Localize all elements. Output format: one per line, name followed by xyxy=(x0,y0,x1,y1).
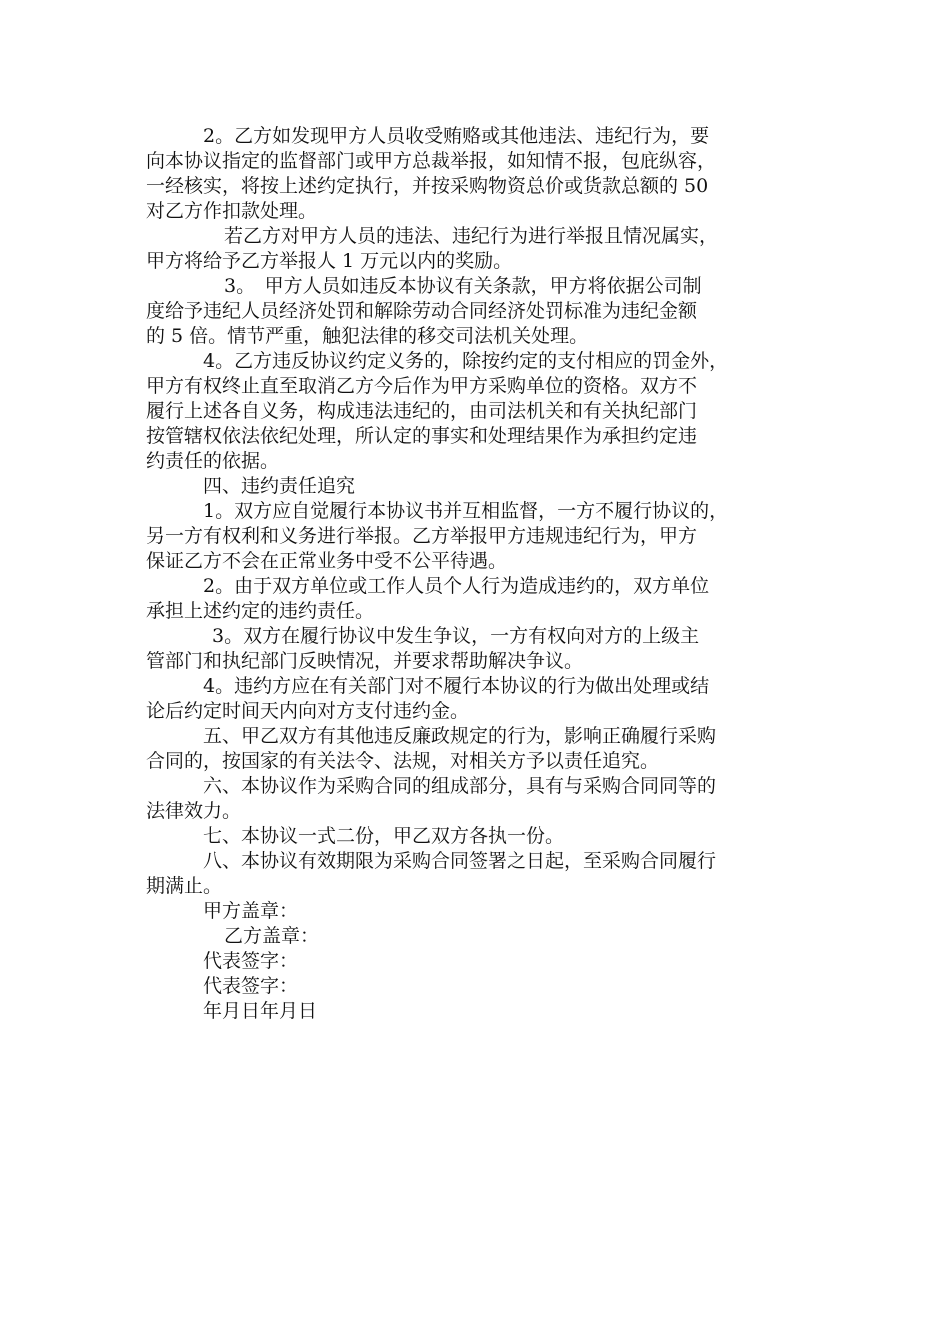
text-line: 法律效力。 xyxy=(146,800,242,822)
text-line: 度给予违纪人员经济处罚和解除劳动合同经济处罚标准为违纪金额 xyxy=(146,300,698,322)
text-line: 承担上述约定的违约责任。 xyxy=(146,600,375,622)
text-line: 4。违约方应在有关部门对不履行本协议的行为做出处理或结 xyxy=(203,675,710,697)
text-line: 向本协议指定的监督部门或甲方总裁举报，如知情不报，包庇纵容， xyxy=(146,150,717,172)
signature-label-representative: 代表签字： xyxy=(203,950,299,972)
text-line: 的 5 倍。情节严重，触犯法律的移交司法机关处理。 xyxy=(146,325,589,347)
text-line: 甲方将给予乙方举报人 1 万元以内的奖励。 xyxy=(146,250,513,272)
signature-label-representative: 代表签字： xyxy=(203,975,299,997)
text-line: 七、本协议一式二份，甲乙双方各执一份。 xyxy=(203,825,565,847)
text-line: 约责任的依据。 xyxy=(146,450,280,472)
text-line: 若乙方对甲方人员的违法、违纪行为进行举报且情况属实， xyxy=(224,225,719,247)
text-line: 3。 甲方人员如违反本协议有关条款，甲方将依据公司制 xyxy=(224,275,702,297)
text-line: 2。乙方如发现甲方人员收受贿赂或其他违法、违纪行为，要 xyxy=(203,125,710,147)
text-line: 期满止。 xyxy=(146,875,223,897)
section-heading: 四、违约责任追究 xyxy=(203,475,356,497)
signature-date-line: 年月日年月日 xyxy=(203,1000,318,1022)
text-line: 一经核实，将按上述约定执行，并按采购物资总价或货款总额的 50 xyxy=(146,175,709,197)
signature-label-party-b-seal: 乙方盖章： xyxy=(224,925,320,947)
text-line: 2。由于双方单位或工作人员个人行为造成违约的，双方单位 xyxy=(203,575,710,597)
text-line: 3。双方在履行协议中发生争议，一方有权向对方的上级主 xyxy=(212,625,700,647)
text-line: 4。乙方违反协议约定义务的，除按约定的支付相应的罚金外， xyxy=(203,350,729,372)
text-line: 对乙方作扣款处理。 xyxy=(146,200,318,222)
text-line: 六、本协议作为采购合同的组成部分，具有与采购合同同等的 xyxy=(203,775,717,797)
text-line: 论后约定时间天内向对方支付违约金。 xyxy=(146,700,470,722)
text-line: 八、本协议有效期限为采购合同签署之日起，至采购合同履行 xyxy=(203,850,717,872)
text-line: 五、甲乙双方有其他违反廉政规定的行为，影响正确履行采购 xyxy=(203,725,717,747)
text-line: 甲方有权终止直至取消乙方今后作为甲方采购单位的资格。双方不 xyxy=(146,375,698,397)
text-line: 合同的，按国家的有关法令、法规，对相关方予以责任追究。 xyxy=(146,750,660,772)
text-line: 按管辖权依法依纪处理，所认定的事实和处理结果作为承担约定违 xyxy=(146,425,698,447)
text-line: 保证乙方不会在正常业务中受不公平待遇。 xyxy=(146,550,508,572)
text-line: 另一方有权利和义务进行举报。乙方举报甲方违规违纪行为，甲方 xyxy=(146,525,698,547)
document-body xyxy=(146,124,810,1024)
text-line: 1。双方应自觉履行本协议书并互相监督，一方不履行协议的， xyxy=(203,500,729,522)
signature-label-party-a-seal: 甲方盖章： xyxy=(203,900,299,922)
text-line: 管部门和执纪部门反映情况，并要求帮助解决争议。 xyxy=(146,650,584,672)
text-line: 履行上述各自义务，构成违法违纪的，由司法机关和有关执纪部门 xyxy=(146,400,698,422)
